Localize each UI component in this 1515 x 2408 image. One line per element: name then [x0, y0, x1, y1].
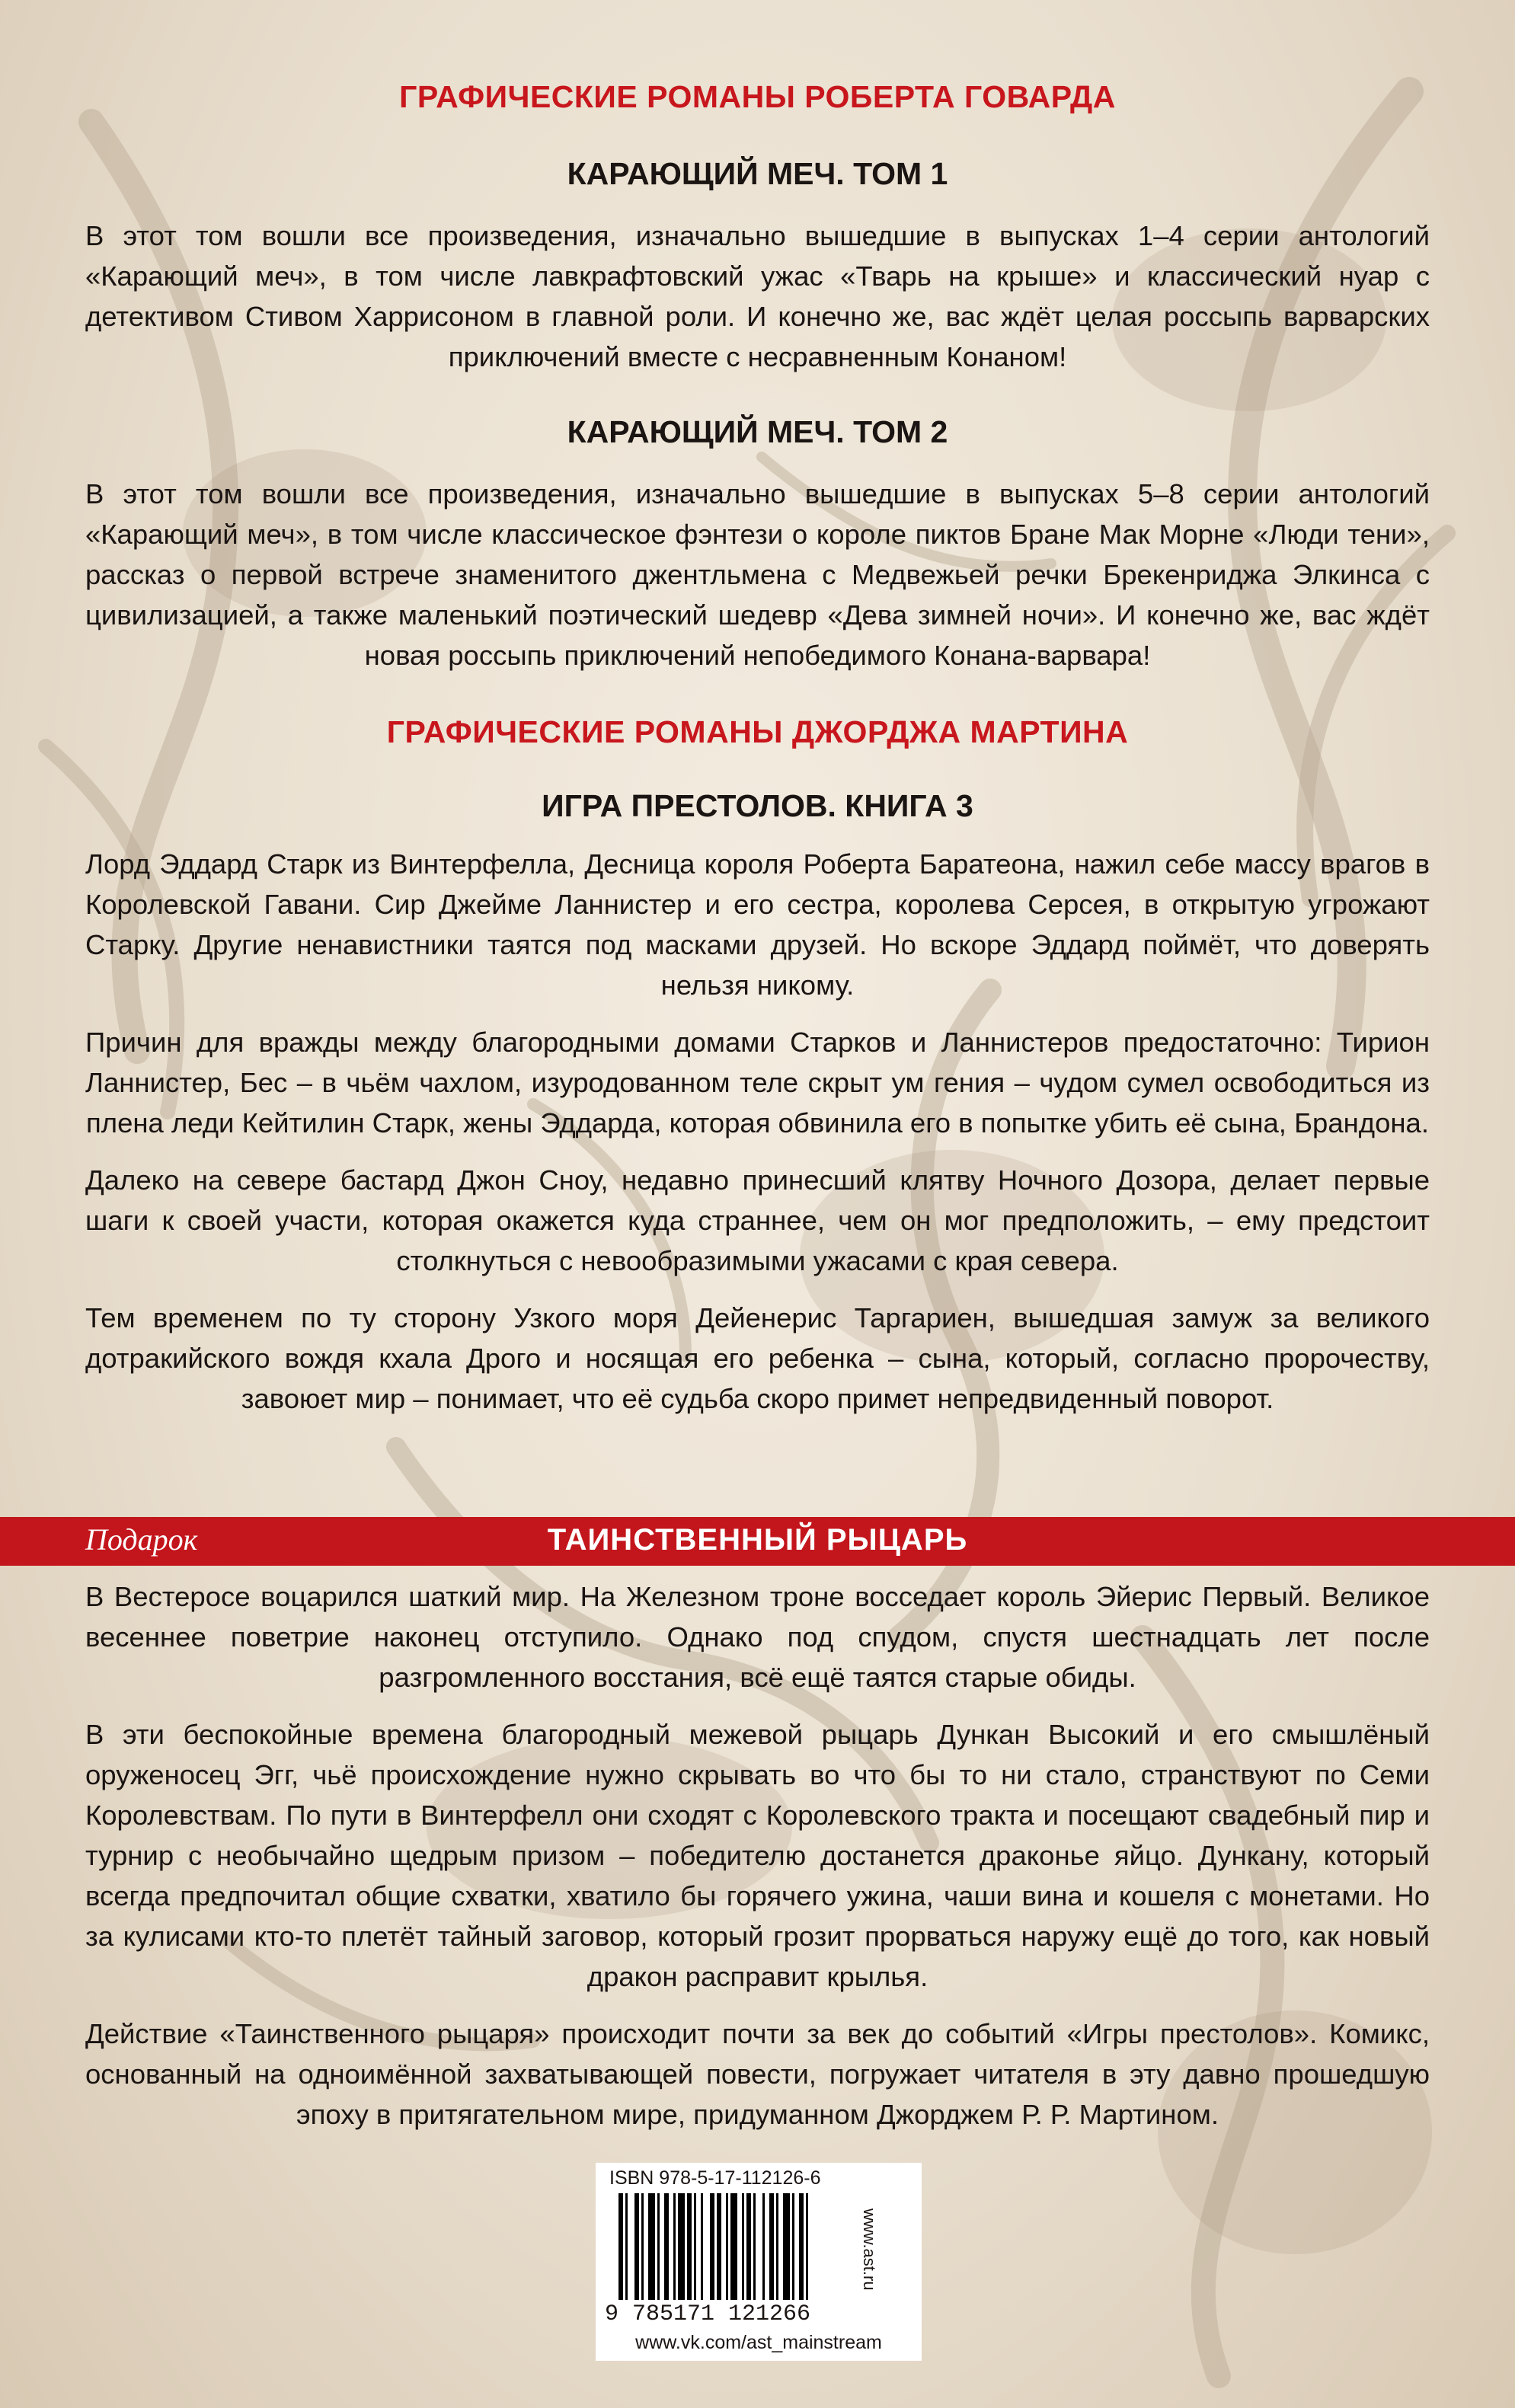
gift-banner: [0, 1517, 1515, 1566]
book-title-vol2: КАРАЮЩИЙ МЕЧ. ТОМ 2: [567, 414, 948, 449]
gift-label: Подарок: [85, 1522, 198, 1557]
section-heading-howard: ГРАФИЧЕСКИЕ РОМАНЫ РОБЕРТА ГОВАРДА: [399, 79, 1116, 114]
isbn-number: ISBN 978-5-17-112126-6: [609, 2167, 821, 2189]
book-description-vol2: [85, 474, 1430, 692]
paragraph: Лорд Эддард Старк из Винтерфелла, Десница короля Роберта Баратеона, нажил себе массу врагов в Королевской Гавани. Сир Джейме Ланнистер и его сестра, королева Серсея, в открытую угрожают Старку. Другие ненавистники таятся под масками друзей. Но вскоре Эддард поймёт, что доверять нельзя никому.: [85, 848, 1430, 1001]
paragraph: В Вестеросе воцарился шаткий мир. На Железном троне восседает король Эйерис Первый. Великое весеннее поветрие наконец отступило. Однако под спудом, спустя шестнадцать лет после разгромленного восстания, всё ещё таятся старые обиды.: [85, 1581, 1430, 1693]
book-description-vol1: [85, 216, 1430, 394]
paragraph: Причин для вражды между благородными домами Старков и Ланнистеров предостаточно: Тирион Ланнистер, Бес – в чьём чахлом, изуродованном теле скрыт ум гения – чудом сумел освободиться из плена леди Кейтилин Старк, жены Эддарда, которая обвинила его в попытке убить её сына, Брандона.: [85, 1027, 1430, 1139]
paragraph: В этот том вошли все произведения, изначально вышедшие в выпусках 1–4 серии антологий «Карающий меч», в том числе лавкрафтовский ужас «Тварь на крыше» и классический нуар с детективом Стивом Харрисоном в главной роли. И конечно же, вас ждёт целая россыпь варварских приключений вместе с несравненным Конаном!: [85, 220, 1430, 372]
section-heading-martin: ГРАФИЧЕСКИЕ РОМАНЫ ДЖОРДЖА МАРТИНА: [386, 714, 1129, 749]
book-title-vol1: КАРАЮЩИЙ МЕЧ. ТОМ 1: [567, 156, 948, 191]
paragraph: В эти беспокойные времена благородный межевой рыцарь Дункан Высокий и его смышлёный оруженосец Эгг, чьё происхождение нужно скрывать во что бы то ни стало, странствуют по Семи Королевствам. По пути в Винтерфелл они сходят с Королевского тракта и посещают свадебный пир и турнир с необычайно щедрым призом – победителю достанется драконье яйцо. Дункану, который всегда предпочитал общие схватки, хватило бы горячего ужина, чаши вина и кошеля с монетами. Но за кулисами кто-то плетёт тайный заговор, который грозит прорваться наружу ещё до того, как новый дракон расправит крылья.: [85, 1719, 1430, 1992]
barcode-icon: [618, 2193, 862, 2300]
paragraph: Действие «Таинственного рыцаря» происходит почти за век до событий «Игры престолов». Комикс, основанный на одноимённой захватывающей повести, погружает читателя в эту давно прошедшую эпоху в притягательном мире, придуманном Джорджем Р. Р. Мартином.: [85, 2018, 1430, 2130]
paragraph: В этот том вошли все произведения, изначально вышедшие в выпусках 5–8 серии антологий «Карающий меч», в том числе классическое фэнтези о короле пиктов Бране Мак Морне «Люди тени», рассказ о первой встрече знаменитого джентльмена с Медвежьей речки Брекенриджа Элкинса с цивилизацией, а также маленький поэтический шедевр «Дева зимней ночи». И конечно же, вас ждёт новая россыпь приключений непобедимого Конана-варвара!: [85, 478, 1430, 671]
gift-title: ТАИНСТВЕННЫЙ РЫЦАРЬ: [547, 1523, 968, 1557]
book-description-got3: [85, 844, 1430, 1436]
gift-description: [85, 1576, 1430, 2151]
vk-link[interactable]: www.vk.com/ast_mainstream: [635, 2332, 882, 2353]
barcode-area: [596, 2163, 922, 2361]
paragraph: Далеко на севере бастард Джон Сноу, недавно принесший клятву Ночного Дозора, делает первые шаги к своей участи, которая окажется куда страннее, чем он мог предположить, – ему предстоит столкнуться с невообразимыми ужасами с края севера.: [85, 1164, 1430, 1276]
book-title-got3: ИГРА ПРЕСТОЛОВ. КНИГА 3: [542, 788, 973, 823]
publisher-site-link[interactable]: www.ast.ru: [860, 2208, 879, 2291]
ean-digits: 9 785171 121266: [605, 2301, 811, 2327]
paragraph: Тем временем по ту сторону Узкого моря Дейенерис Таргариен, вышедшая замуж за великого дотракийского вождя кхала Дрого и носящая его ребенка – сына, который, согласно пророчеству, завоюет мир – понимает, что её судьба скоро примет непредвиденный поворот.: [85, 1302, 1430, 1414]
